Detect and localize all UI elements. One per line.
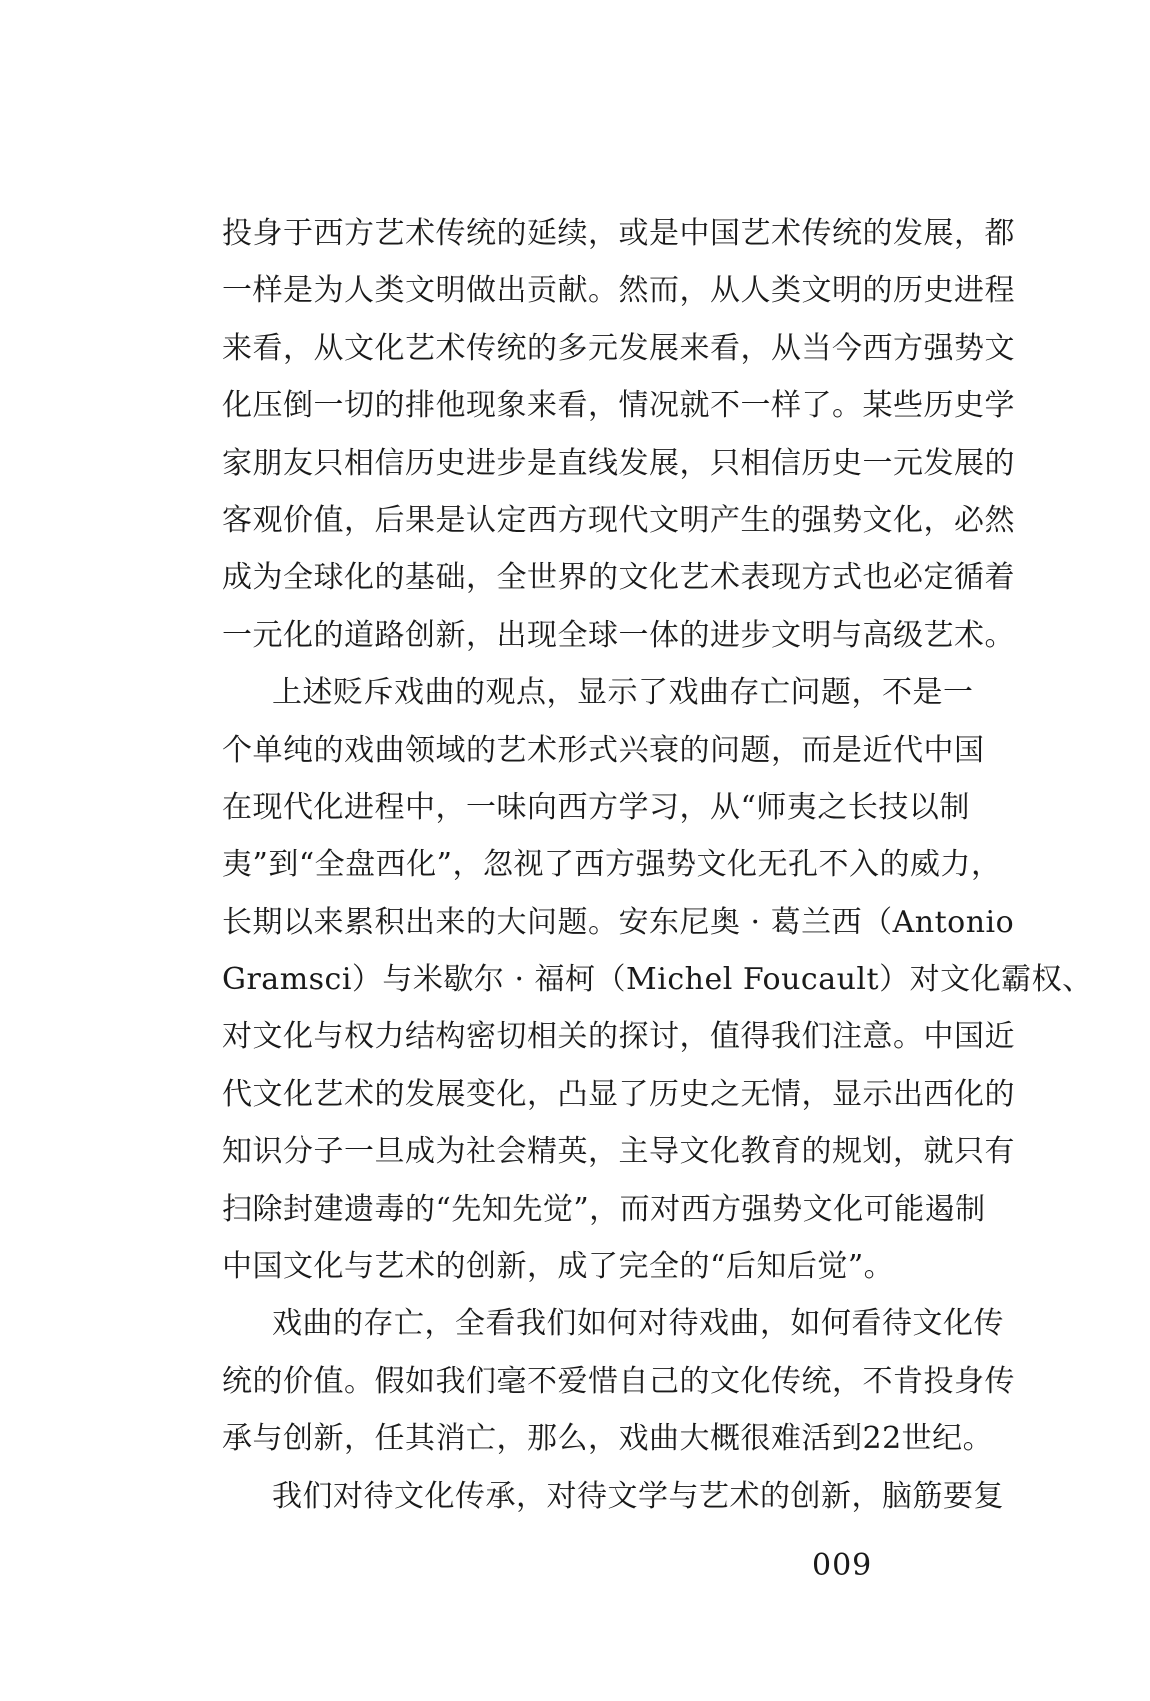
- text-line: 在现代化进程中，一味向西方学习，从“师夷之长技以制: [222, 789, 970, 825]
- text-line: 长期以来累积出来的大问题。安东尼奥 · 葛兰西（Antonio: [222, 904, 1015, 940]
- text-line: 上述贬斥戏曲的观点，显示了戏曲存亡问题，不是一: [272, 675, 974, 711]
- text-line: 一元化的道路创新，出现全球一体的进步文明与高级艺术。: [222, 617, 1015, 653]
- text-line: Gramsci）与米歇尔 · 福柯（Michel Foucault）对文化霸权、: [222, 962, 1093, 998]
- text-line: 客观价值，后果是认定西方现代文明产生的强势文化，必然: [222, 502, 1015, 538]
- text-line: 化压倒一切的排他现象来看，情况就不一样了。某些历史学: [222, 388, 1015, 424]
- text-line: 代文化艺术的发展变化，凸显了历史之无情，显示出西化的: [222, 1076, 1015, 1112]
- body-text: [222, 205, 1093, 1525]
- text-line: 承与创新，任其消亡，那么，戏曲大概很难活到22世纪。: [222, 1421, 994, 1457]
- text-line: 成为全球化的基础，全世界的文化艺术表现方式也必定循着: [222, 560, 1015, 596]
- text-line: 投身于西方艺术传统的延续，或是中国艺术传统的发展，都: [222, 216, 1015, 251]
- page-number: 009: [812, 1548, 873, 1583]
- text-line: 个单纯的戏曲领域的艺术形式兴衰的问题，而是近代中国: [222, 732, 985, 768]
- text-line: 家朋友只相信历史进步是直线发展，只相信历史一元发展的: [222, 445, 1015, 481]
- text-line: 我们对待文化传承，对待文学与艺术的创新，脑筋要复: [272, 1478, 1004, 1514]
- text-line: 夷”到“全盘西化”，忽视了西方强势文化无孔不入的威力，: [222, 847, 1002, 883]
- text-line: 知识分子一旦成为社会精英，主导文化教育的规划，就只有: [222, 1134, 1015, 1170]
- text-line: 来看，从文化艺术传统的多元发展来看，从当今西方强势文: [222, 330, 1015, 366]
- text-line: 中国文化与艺术的创新，成了完全的“后知后觉”。: [222, 1249, 895, 1285]
- text-line: 统的价值。假如我们毫不爱惜自己的文化传统，不肯投身传: [222, 1363, 1015, 1399]
- text-line: 戏曲的存亡，全看我们如何对待戏曲，如何看待文化传: [272, 1306, 1004, 1342]
- text-line: 扫除封建遗毒的“先知先觉”，而对西方强势文化可能遏制: [222, 1191, 986, 1227]
- text-line: 一样是为人类文明做出贡献。然而，从人类文明的历史进程: [222, 273, 1015, 309]
- text-line: 对文化与权力结构密切相关的探讨，值得我们注意。中国近: [222, 1019, 1015, 1055]
